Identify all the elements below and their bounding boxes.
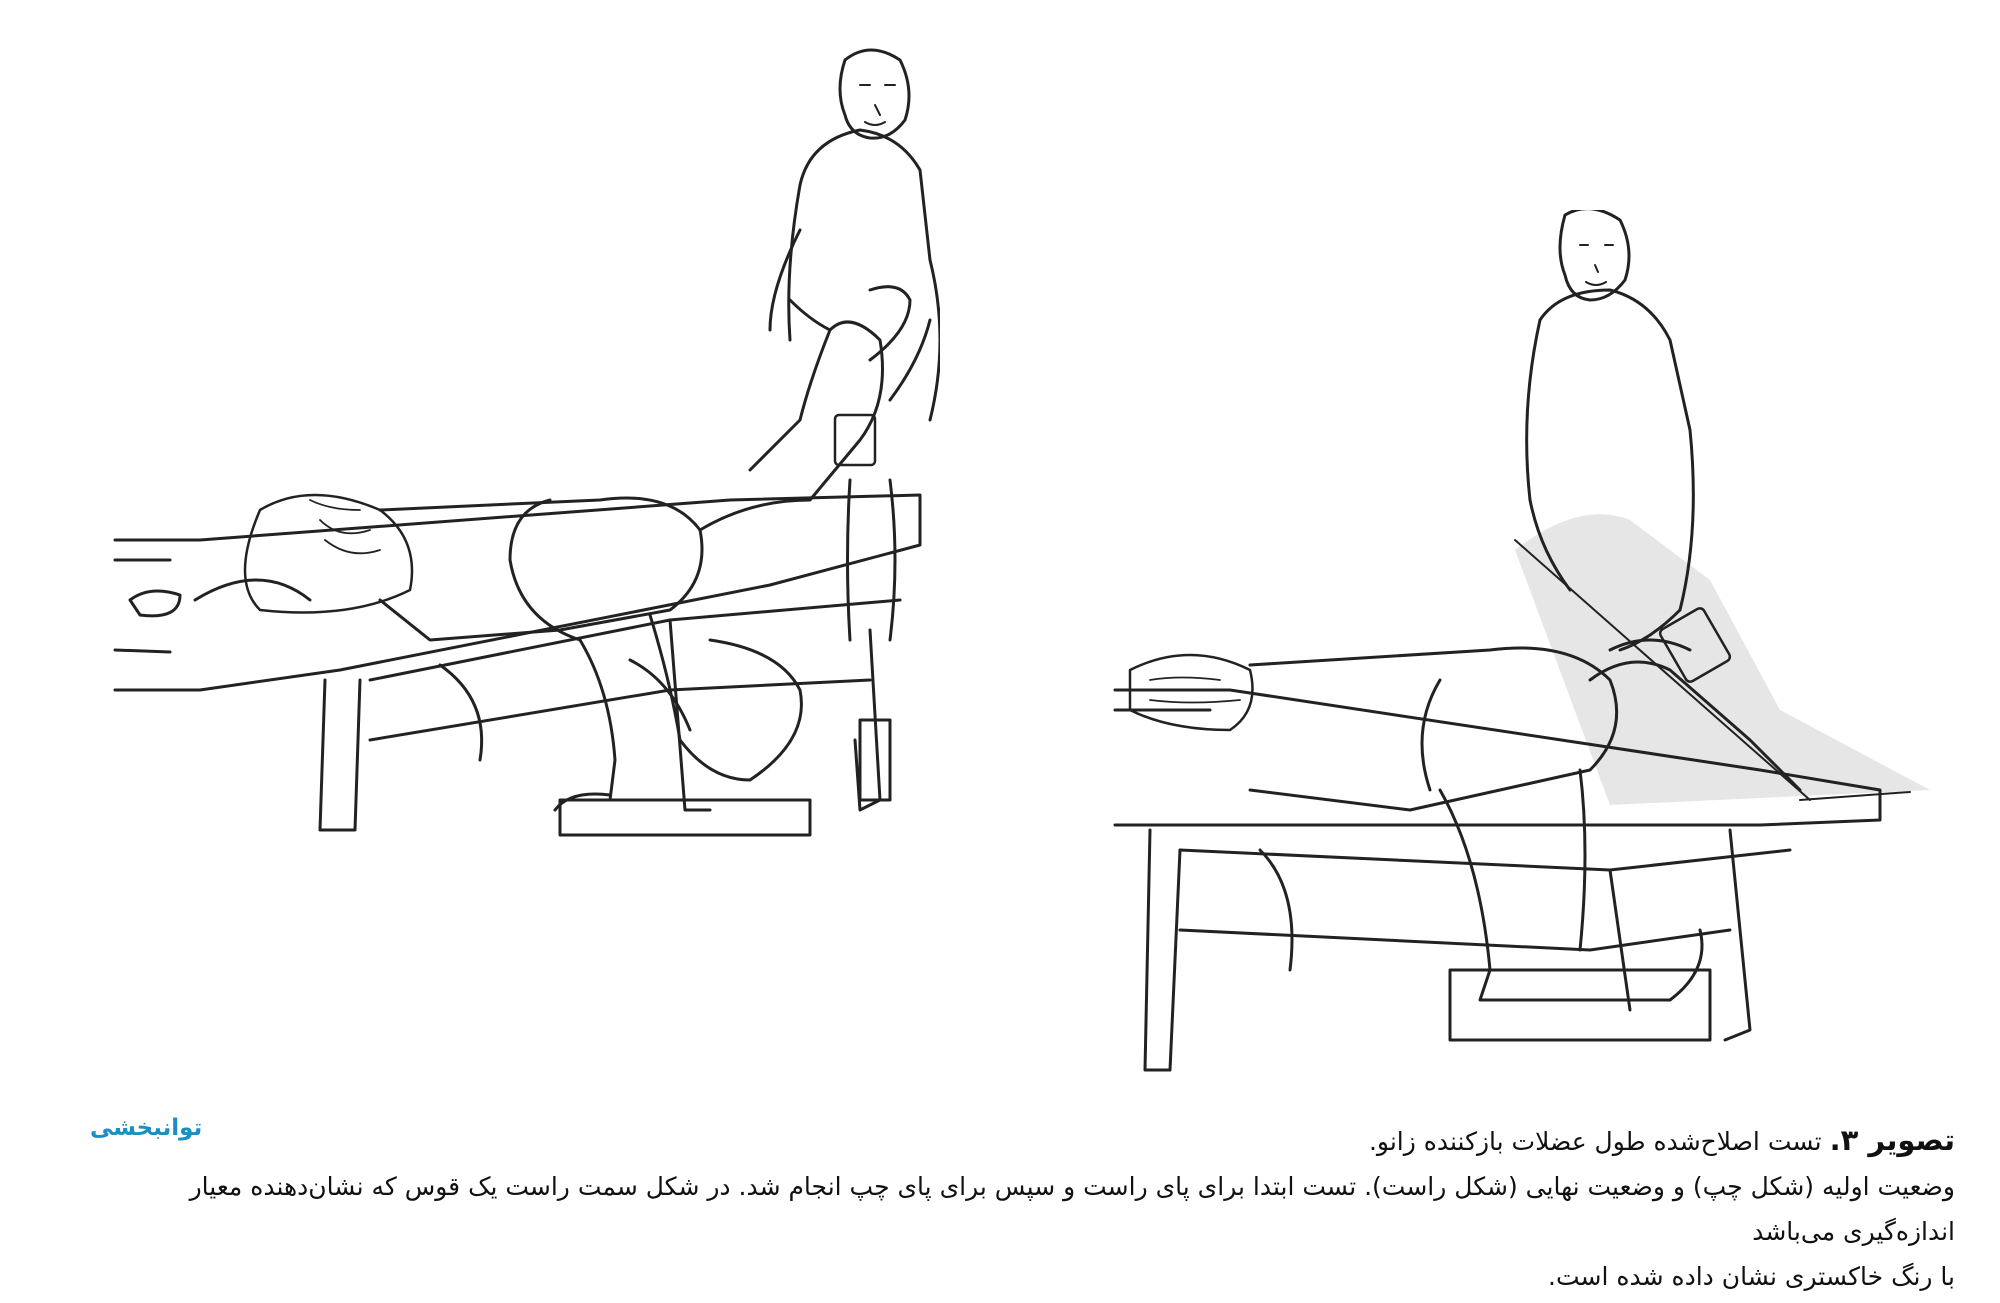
right-illustration-final-position (1110, 210, 1960, 1080)
journal-logo: توانبخشی (90, 1115, 203, 1141)
caption-body-line-2: با رنگ خاکستری نشان داده شده است. (1548, 1262, 1955, 1291)
figure-caption (75, 1118, 1955, 1299)
caption-title: تست اصلاح‌شده طول عضلات بازکننده زانو. (1368, 1127, 1822, 1156)
left-illustration-initial-position (110, 40, 940, 840)
caption-title-line (75, 1118, 1955, 1164)
caption-body-line-1: وضعیت اولیه (شکل چپ) و وضعیت نهایی (شکل راست). تست ابتدا برای پای راست و سپس برای پای چپ انجام شد. در شکل سمت راست یک قوس که نشان‌دهنده معیار اندازه‌گیری می‌باشد (189, 1172, 1955, 1246)
figure-label: تصویر ۳. (1829, 1123, 1955, 1157)
